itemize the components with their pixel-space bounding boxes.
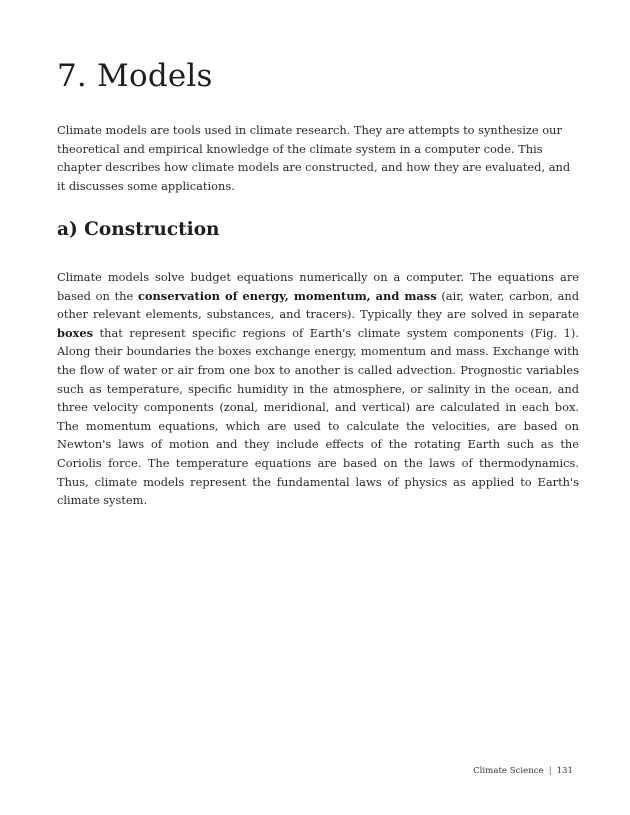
page-footer bbox=[473, 765, 573, 777]
paragraph-text-segment: that represent specific regions of Earth's climate system components (Fig. 1). Along their boundaries the boxes exchange energy, momentum and mass. Exchange with the flow of water or air from one box to another is called advection. Prognostic variables such as temperature, specific humidity in the atmosphere, or salinity in the ocean, and three velocity components (zonal, meridional, and vertical) are calculated in each box. The momentum equations, which are used to calculate the velocities, are based on Newton's laws of motion and they include effects of the rotating Earth such as the Coriolis force. The temperature equations are based on the laws of thermodynamics. Thus, climate models represent the fundamental laws of physics as applied to Earth's climate system. bbox=[57, 325, 579, 508]
paragraph-text-segment: Climate models solve budget equations numerically on a computer. The equations are based on the bbox=[57, 270, 579, 303]
bold-term-boxes: boxes bbox=[57, 325, 94, 340]
construction-paragraph bbox=[57, 268, 579, 510]
footer-separator: | bbox=[548, 766, 552, 776]
paragraph-text-segment: (air, water, carbon, and other relevant elements, substances, and tracers). Typically they are solved in separate bbox=[57, 288, 579, 322]
section-heading: a) Construction bbox=[57, 219, 220, 240]
footer-page-number: 131 bbox=[556, 766, 573, 776]
chapter-intro-paragraph: Climate models are tools used in climate research. They are attempts to synthesize our theoretical and empirical knowledge of the climate system in a computer code. This chapter describes how climate models are constructed, and how they are evaluated, and it discusses some applications. bbox=[57, 123, 571, 193]
footer-book-title: Climate Science bbox=[473, 766, 544, 776]
bold-term-conservation: conservation of energy, momentum, and mass bbox=[137, 288, 437, 303]
chapter-title: 7. Models bbox=[57, 58, 213, 94]
